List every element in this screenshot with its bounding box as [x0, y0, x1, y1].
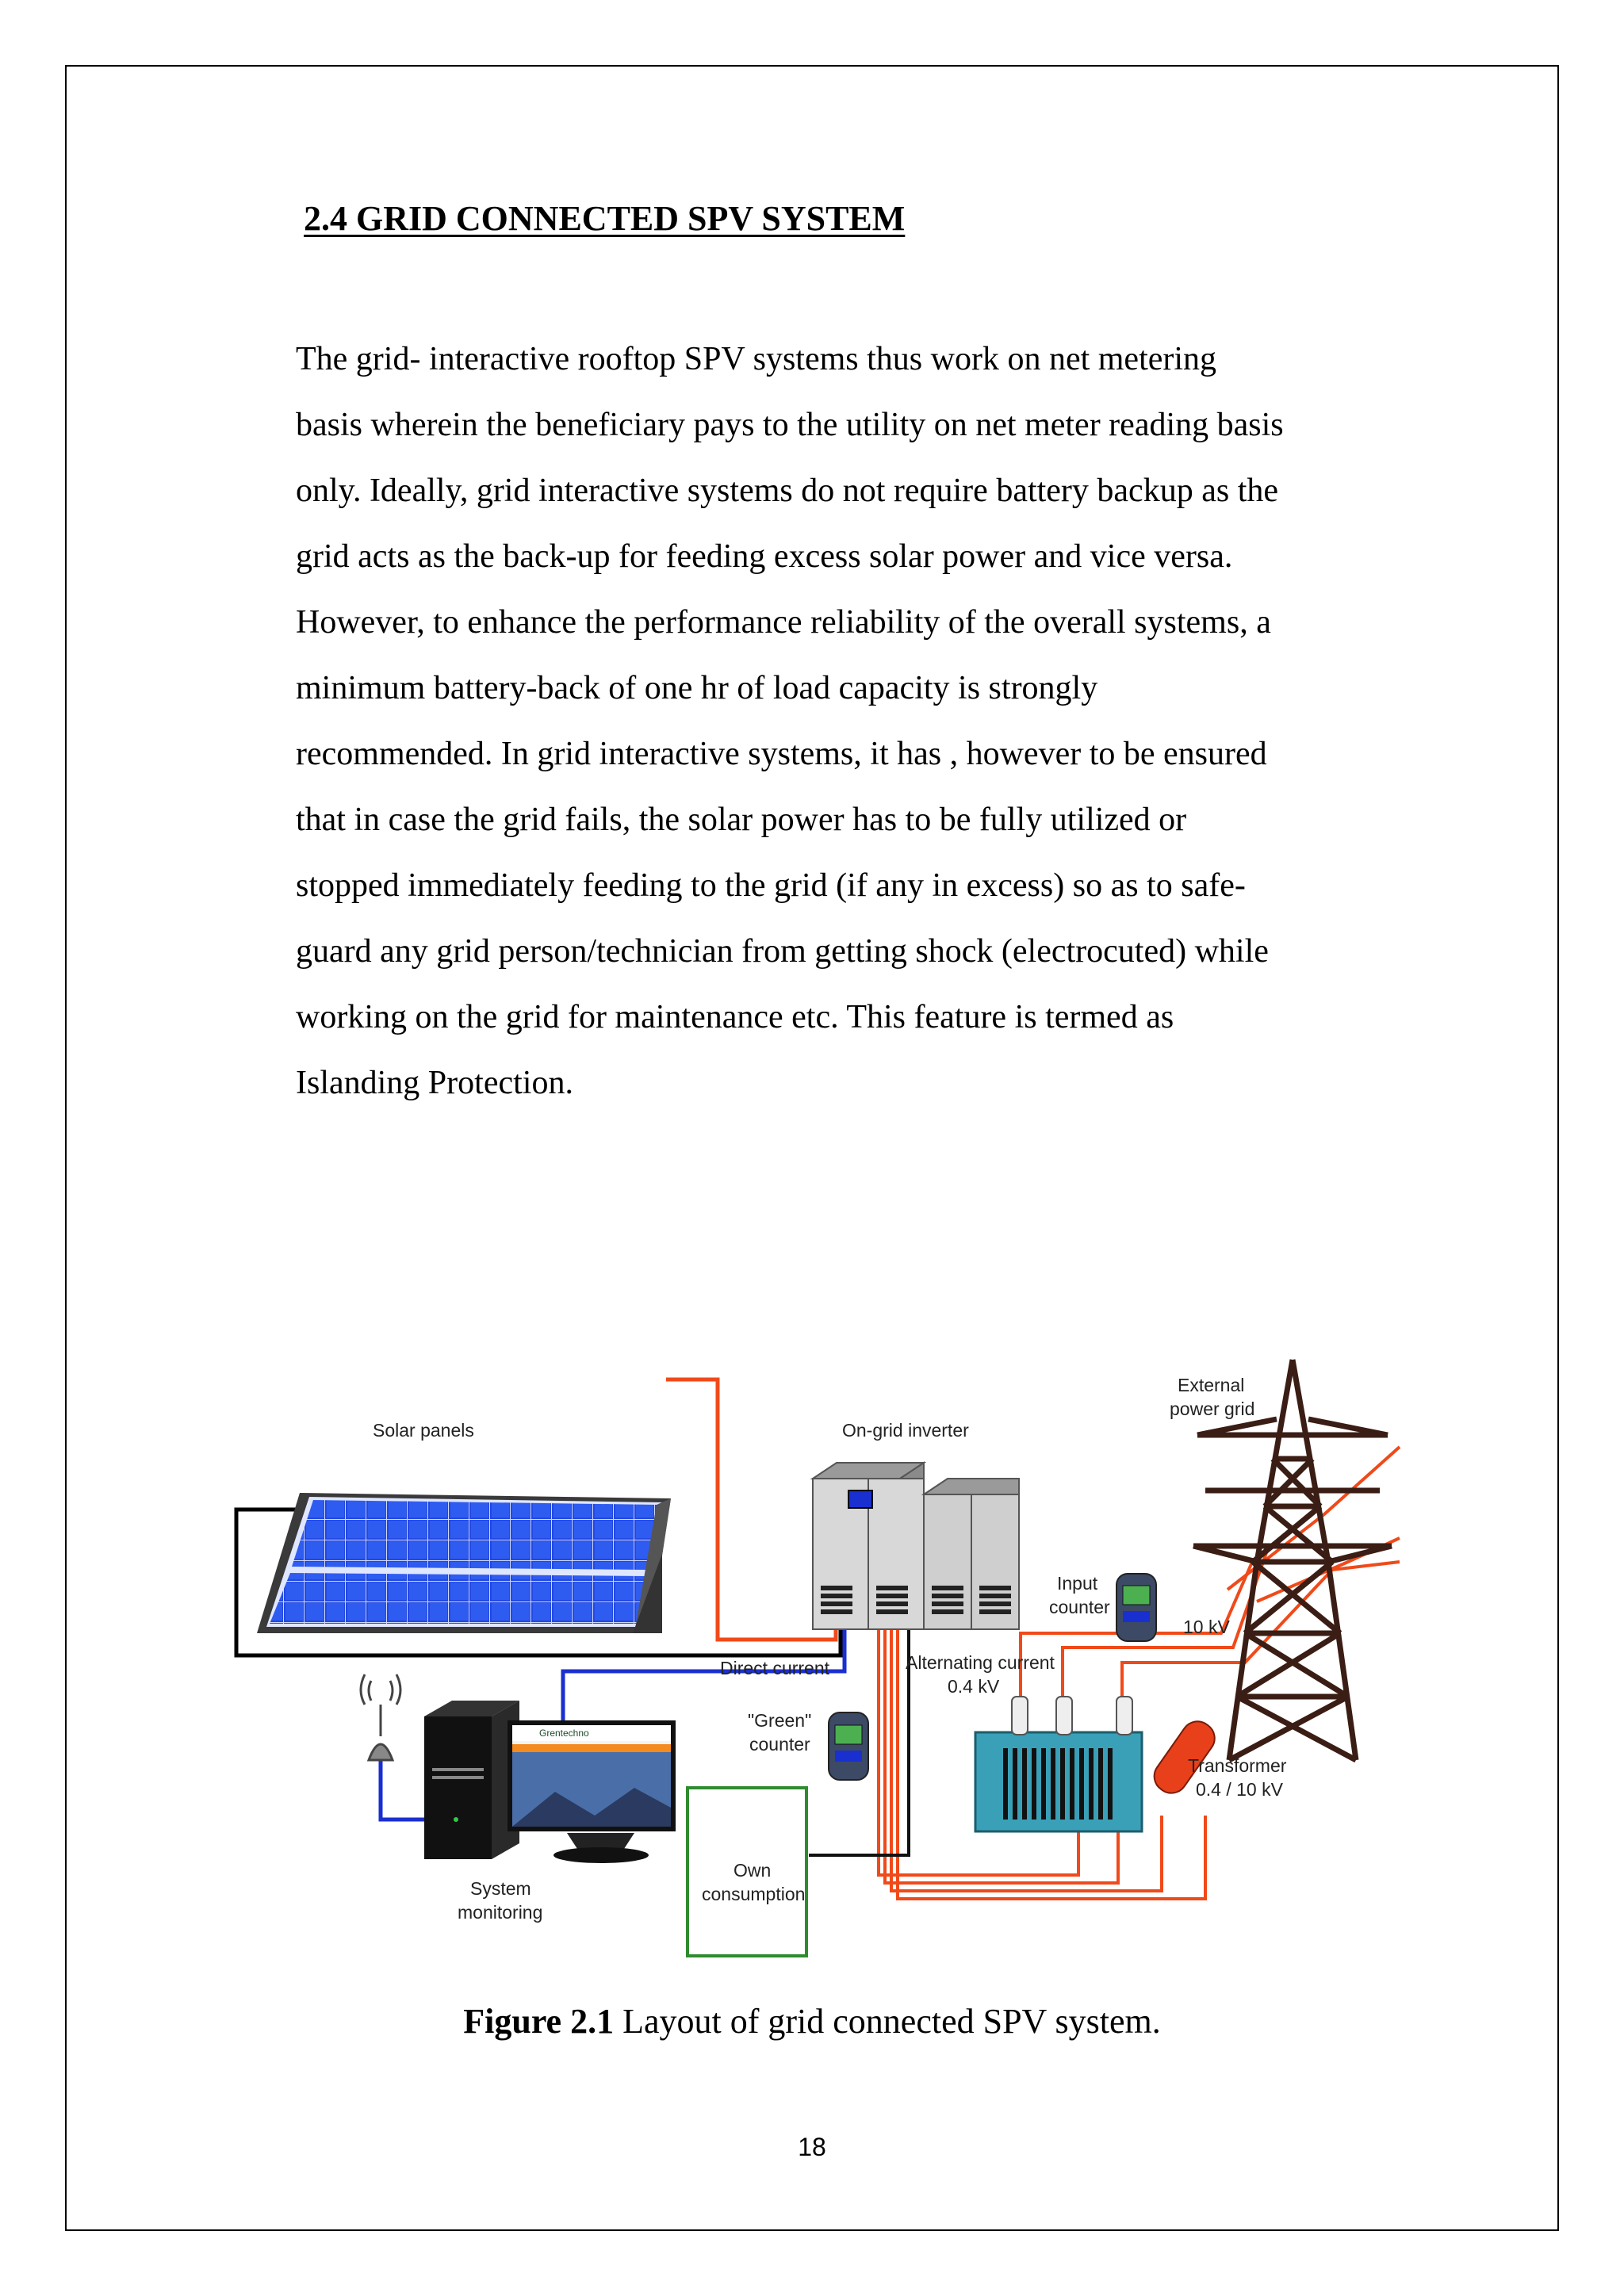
label-system-monitoring: System	[470, 1878, 531, 1899]
label-solar-panels: Solar panels	[373, 1420, 474, 1441]
monitor	[508, 1720, 676, 1863]
label-transformer: 0.4 / 10 kV	[1196, 1779, 1283, 1800]
paragraph-line: only. Ideally, grid interactive systems do not require battery backup as the	[296, 473, 1278, 509]
paragraph-line: that in case the grid fails, the solar power has to be fully utilized or	[296, 802, 1187, 838]
spv-layout-figure	[222, 1189, 1411, 1966]
transmission-tower	[1193, 1360, 1392, 1760]
computer-tower	[424, 1701, 519, 1859]
page-number: 18	[798, 2133, 826, 2161]
paragraph-line: recommended. In grid interactive systems, it has , however to be ensured	[296, 736, 1267, 772]
on-grid-inverter	[813, 1463, 1019, 1629]
label-external-grid: External	[1178, 1375, 1245, 1395]
label-alternating-current: Alternating current	[906, 1652, 1055, 1673]
paragraph-line: stopped immediately feeding to the grid (if any in excess) so as to safe-	[296, 867, 1246, 904]
label-10kv: 10 kV	[1183, 1617, 1230, 1637]
dc-orange-wire	[666, 1380, 836, 1640]
label-direct-current: Direct current	[720, 1658, 830, 1678]
section-heading: 2.4 GRID CONNECTED SPV SYSTEM	[304, 199, 906, 238]
paragraph-line: The grid- interactive rooftop SPV systems thus work on net metering	[296, 341, 1217, 377]
transformer	[975, 1697, 1221, 1831]
paragraph-line: grid acts as the back-up for feeding excess solar power and vice versa.	[296, 538, 1233, 575]
paragraph-line: working on the grid for maintenance etc. This feature is termed as	[296, 999, 1174, 1035]
label-external-grid: power grid	[1170, 1399, 1255, 1419]
label-alternating-current: 0.4 kV	[948, 1676, 1000, 1697]
green-counter-meter	[829, 1712, 868, 1780]
label-inverter: On-grid inverter	[842, 1420, 969, 1441]
paragraph-line: However, to enhance the performance reliability of the overall systems, a	[296, 604, 1271, 641]
antenna-icon	[361, 1674, 400, 1760]
label-input-counter: Input	[1057, 1573, 1098, 1594]
label-input-counter: counter	[1049, 1597, 1110, 1617]
body-paragraph	[296, 327, 1454, 1116]
paragraph-line: guard any grid person/technician from getting shock (electrocuted) while	[296, 933, 1269, 970]
paragraph-line: Islanding Protection.	[296, 1065, 573, 1101]
label-green-counter: counter	[749, 1734, 810, 1755]
label-own-consumption: consumption	[702, 1884, 806, 1904]
paragraph-line: minimum battery-back of one hr of load capacity is strongly	[296, 670, 1098, 706]
solar-panel-array	[257, 1493, 671, 1633]
label-system-monitoring: monitoring	[458, 1902, 543, 1923]
label-transformer: Transformer	[1188, 1755, 1287, 1776]
label-green-counter: "Green"	[748, 1710, 812, 1731]
figure-caption	[0, 2001, 1624, 2042]
input-counter-meter	[1116, 1574, 1156, 1641]
figure-caption-label: Figure 2.1	[463, 2002, 615, 2041]
label-own-consumption: Own	[733, 1860, 772, 1881]
monitor-brand: Grentechno	[539, 1728, 589, 1739]
figure-caption-text: Layout of grid connected SPV system.	[614, 2002, 1161, 2041]
paragraph-line: basis wherein the beneficiary pays to the utility on net meter reading basis	[296, 407, 1284, 443]
